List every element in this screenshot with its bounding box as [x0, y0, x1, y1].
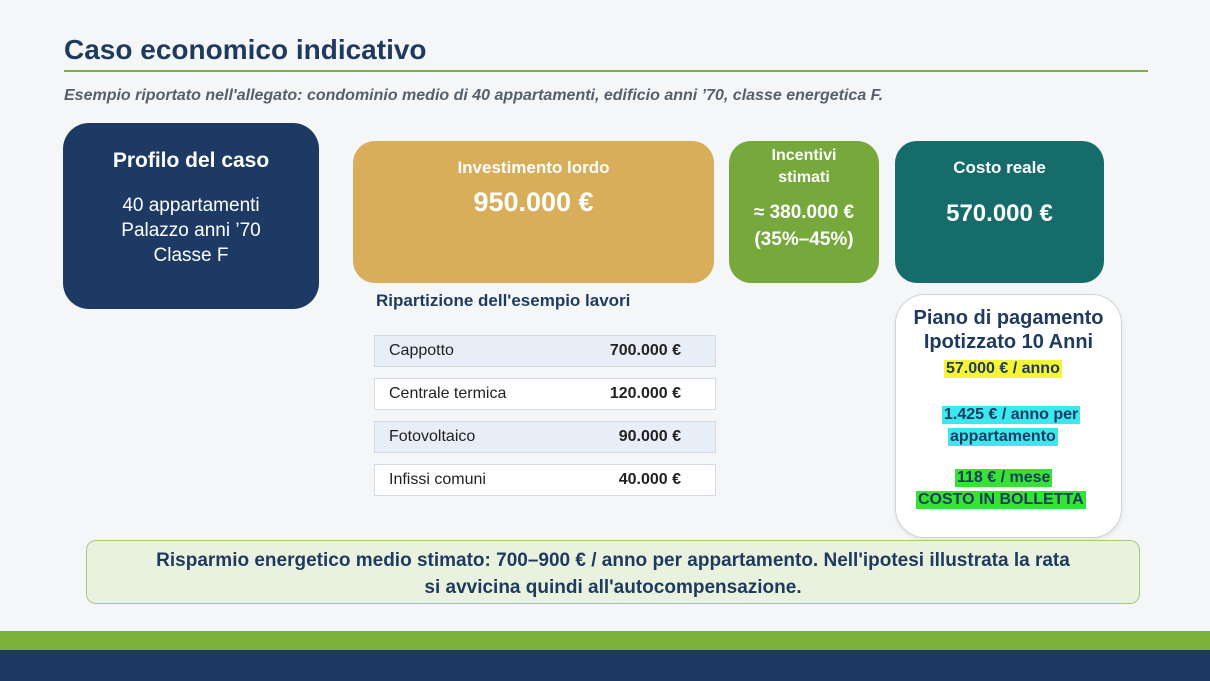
profile-card [63, 123, 319, 309]
real-cost-label: Costo reale [953, 158, 1046, 177]
breakdown-item-value: 120.000 € [609, 385, 681, 402]
breakdown-row [374, 378, 716, 410]
per-apartment-payment-unit: appartamento [950, 428, 1056, 445]
bill-cost-label: COSTO IN BOLLETTA [918, 491, 1084, 508]
investment-card [353, 141, 714, 283]
breakdown-row [374, 464, 716, 496]
investment-label: Investimento lordo [457, 158, 610, 177]
footer-band-green [0, 631, 1210, 650]
breakdown-item-value: 40.000 € [618, 471, 681, 488]
breakdown-item-value: 700.000 € [609, 342, 681, 359]
footer-band-navy [0, 650, 1210, 681]
breakdown-row [374, 335, 716, 367]
incentives-value: ≈ 380.000 € [753, 202, 855, 223]
breakdown-item-name: Centrale termica [389, 385, 507, 402]
payment-plan-heading-line1: Piano di pagamento [913, 307, 1104, 329]
annual-payment: 57.000 € / anno [946, 360, 1060, 377]
breakdown-row [374, 421, 716, 453]
incentives-card [729, 141, 879, 283]
profile-line-class: Classe F [153, 245, 229, 266]
breakdown-item-name: Cappotto [389, 342, 454, 359]
page-title: Caso economico indicativo [64, 34, 427, 65]
payment-plan-heading-line2: Ipotizzato 10 Anni [923, 331, 1094, 353]
payment-plan-card [895, 294, 1122, 538]
profile-line-building: Palazzo anni ’70 [121, 220, 261, 241]
breakdown-title: Ripartizione dell'esempio lavori [376, 291, 631, 310]
per-apartment-payment: 1.425 € / anno per [944, 406, 1079, 423]
profile-heading: Profilo del caso [112, 149, 270, 172]
savings-note-line2: si avvicina quindi all'autocompensazione. [424, 577, 802, 598]
savings-note [86, 540, 1140, 604]
investment-value: 950.000 € [473, 187, 594, 217]
incentives-range: (35%–45%) [754, 229, 854, 250]
breakdown-item-name: Fotovoltaico [389, 428, 476, 445]
breakdown-item-value: 90.000 € [618, 428, 681, 445]
incentives-label-line2: stimati [778, 169, 830, 186]
savings-note-line1: Risparmio energetico medio stimato: 700–900 € / anno per appartamento. Nell'ipotesi illustrata la rata [156, 550, 1070, 571]
breakdown-item-name: Infissi comuni [389, 471, 486, 488]
page-subtitle: Esempio riportato nell'allegato: condominio medio di 40 appartamenti, edificio anni ’70, classe energetica F. [64, 87, 884, 104]
real-cost-card [895, 141, 1104, 283]
monthly-payment: 118 € / mese [957, 469, 1051, 486]
title-divider [64, 70, 1148, 72]
profile-line-apartments: 40 appartamenti [122, 195, 260, 216]
incentives-label-line1: Incentivi [771, 147, 837, 164]
real-cost-value: 570.000 € [946, 200, 1053, 227]
